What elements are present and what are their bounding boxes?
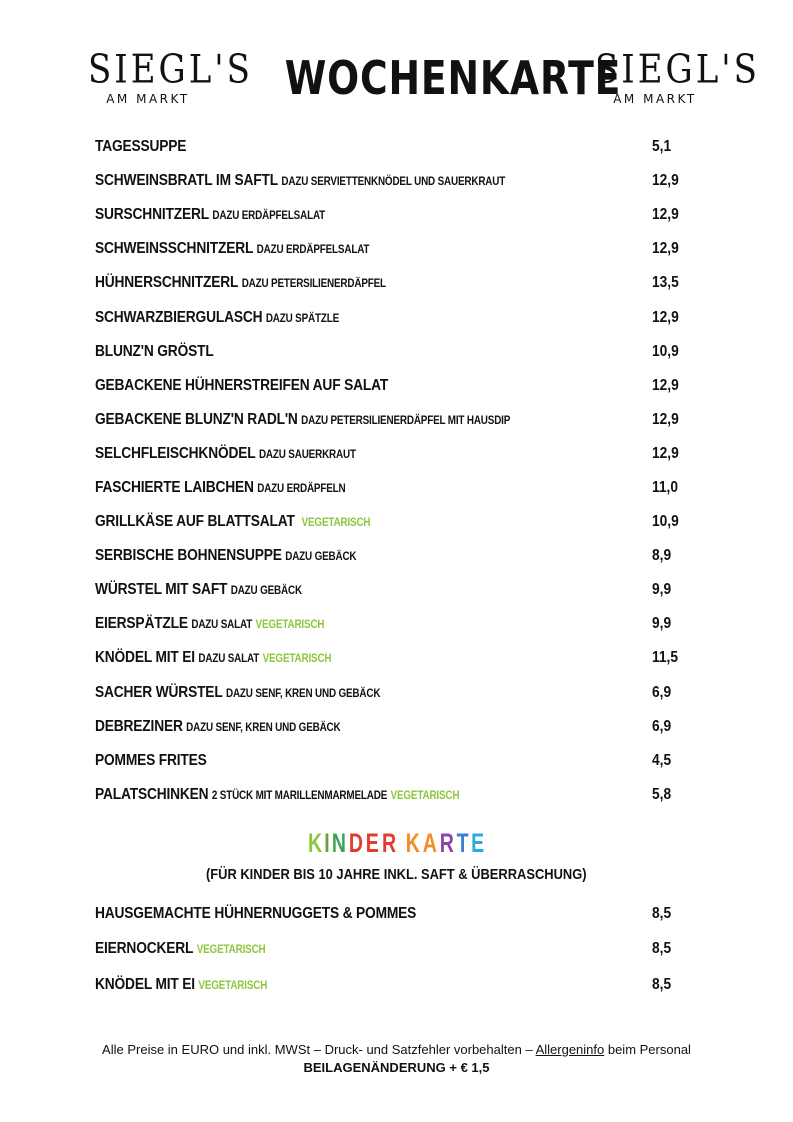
dish-price: 9,9 bbox=[652, 581, 672, 599]
dish-price: 8,9 bbox=[652, 547, 672, 565]
kids-menu-subtitle bbox=[0, 866, 793, 883]
dish-name: SCHWEINSBRATL IM SAFTL bbox=[95, 172, 278, 190]
vegetarian-tag: VEGETARISCH bbox=[301, 517, 371, 530]
kids-title-letter: A bbox=[422, 828, 438, 858]
dish-name: SCHWEINSSCHNITZERL bbox=[95, 240, 254, 258]
dish-name: DEBREZINER bbox=[95, 717, 183, 735]
dish-price: 9,9 bbox=[652, 615, 672, 633]
logo-name: SIEGL'S bbox=[595, 47, 760, 93]
dish-price: 11,0 bbox=[652, 478, 679, 496]
footer-note bbox=[0, 1041, 793, 1059]
menu-item bbox=[95, 778, 695, 812]
dish-name: GEBACKENE HÜHNERSTREIFEN AUF SALAT bbox=[95, 376, 389, 394]
menu-item bbox=[95, 266, 695, 300]
dish-description: DAZU SENF, KREN UND GEBÄCK bbox=[186, 721, 341, 734]
dish-price: 11,5 bbox=[652, 649, 679, 667]
dish-name: GRILLKÄSE AUF BLATTSALAT bbox=[95, 513, 295, 531]
footer-text-b: beim Personal bbox=[604, 1042, 691, 1057]
page-title: WOCHENKARTE bbox=[284, 51, 622, 105]
dish-name: GEBACKENE BLUNZ'N RADL'N bbox=[95, 410, 298, 428]
menu-item bbox=[95, 300, 695, 334]
dish-price: 5,8 bbox=[652, 785, 672, 803]
dish-description: DAZU SALAT bbox=[191, 619, 253, 632]
dish-description: DAZU ERDÄPFELSALAT bbox=[256, 244, 370, 257]
dish-description: 2 STÜCK MIT MARILLENMARMELADE bbox=[211, 789, 388, 802]
kids-title-letter: E bbox=[471, 828, 485, 858]
dish-description: DAZU SPÄTZLE bbox=[265, 312, 340, 325]
footer-text-a: Alle Preise in EURO und inkl. MWSt – Druck- und Satzfehler vorbehalten – bbox=[102, 1042, 536, 1057]
dish-name: SACHER WÜRSTEL bbox=[95, 683, 223, 701]
dish-name: KNÖDEL MIT EI bbox=[95, 975, 195, 993]
vegetarian-tag: VEGETARISCH bbox=[255, 619, 325, 632]
logo-name: SIEGL'S bbox=[88, 47, 253, 93]
allergen-info-link[interactable]: Allergeninfo bbox=[535, 1042, 605, 1057]
dish-price: 4,5 bbox=[652, 751, 672, 769]
dish-description: DAZU SERVIETTENKNÖDEL UND SAUERKRAUT bbox=[281, 176, 506, 189]
dish-price: 8,5 bbox=[652, 940, 672, 958]
dish-name: WÜRSTEL MIT SAFT bbox=[95, 581, 228, 599]
dish-price: 12,9 bbox=[652, 308, 679, 326]
dish-name: POMMES FRITES bbox=[95, 751, 207, 769]
dish-name: FASCHIERTE LAIBCHEN bbox=[95, 478, 254, 496]
dish-name: TAGESSUPPE bbox=[95, 138, 187, 156]
vegetarian-tag: VEGETARISCH bbox=[198, 979, 268, 992]
dish-name: HÜHNERSCHNITZERL bbox=[95, 274, 239, 292]
dish-price: 12,9 bbox=[652, 444, 679, 462]
dish-name: SERBISCHE BOHNENSUPPE bbox=[95, 547, 282, 565]
dish-description: DAZU PETERSILIENERDÄPFEL MIT HAUSDIP bbox=[301, 414, 511, 427]
kids-title-letter: R bbox=[382, 828, 397, 858]
kids-menu-item bbox=[95, 967, 695, 1003]
vegetarian-tag: VEGETARISCH bbox=[196, 944, 266, 957]
vegetarian-tag: VEGETARISCH bbox=[262, 653, 332, 666]
logo-right bbox=[595, 47, 760, 106]
dish-price: 13,5 bbox=[652, 274, 679, 292]
dish-price: 12,9 bbox=[652, 410, 679, 428]
weekly-menu-list bbox=[95, 130, 695, 812]
logo-subtitle: AM MARKT bbox=[106, 92, 190, 106]
dish-name: BLUNZ'N GRÖSTL bbox=[95, 342, 214, 360]
menu-item bbox=[95, 471, 695, 505]
kids-menu-list bbox=[95, 896, 695, 1003]
dish-price: 12,9 bbox=[652, 172, 679, 190]
dish-description: DAZU GEBÄCK bbox=[230, 585, 302, 598]
dish-name: KNÖDEL MIT EI bbox=[95, 649, 195, 667]
dish-price: 10,9 bbox=[652, 513, 679, 531]
kids-menu-item bbox=[95, 932, 695, 968]
menu-item bbox=[95, 164, 695, 198]
menu-item bbox=[95, 641, 695, 675]
kids-title-letter: N bbox=[332, 828, 347, 858]
kids-title-letter: D bbox=[349, 828, 364, 858]
menu-item bbox=[95, 710, 695, 744]
menu-item bbox=[95, 335, 695, 369]
menu-item bbox=[95, 539, 695, 573]
kids-title-letter: E bbox=[366, 828, 380, 858]
dish-name: PALATSCHINKEN bbox=[95, 785, 209, 803]
dish-price: 8,5 bbox=[652, 904, 672, 922]
kids-title-letter: R bbox=[439, 828, 455, 858]
menu-item bbox=[95, 505, 695, 539]
footer bbox=[0, 1041, 793, 1077]
dish-price: 6,9 bbox=[652, 717, 672, 735]
menu-item bbox=[95, 232, 695, 266]
menu-item bbox=[95, 369, 695, 403]
kids-title-letter: T bbox=[456, 828, 469, 858]
dish-name: SELCHFLEISCHKNÖDEL bbox=[95, 444, 256, 462]
dish-description: DAZU GEBÄCK bbox=[285, 551, 357, 564]
menu-item bbox=[95, 403, 695, 437]
side-change-surcharge: BEILAGENÄNDERUNG + € 1,5 bbox=[303, 1060, 490, 1075]
kids-title-letter bbox=[398, 828, 404, 859]
kids-menu-title bbox=[0, 828, 793, 859]
dish-price: 12,9 bbox=[652, 206, 679, 224]
dish-description: DAZU SENF, KREN UND GEBÄCK bbox=[225, 687, 381, 700]
dish-price: 6,9 bbox=[652, 683, 672, 701]
dish-name: EIERNOCKERL bbox=[95, 940, 194, 958]
menu-item bbox=[95, 607, 695, 641]
dish-name: EIERSPÄTZLE bbox=[95, 615, 188, 633]
dish-price: 12,9 bbox=[652, 240, 679, 258]
dish-description: DAZU SALAT bbox=[198, 653, 260, 666]
logo-left bbox=[88, 47, 253, 106]
menu-item bbox=[95, 676, 695, 710]
kids-title-letter: K bbox=[405, 828, 421, 858]
logo-subtitle: AM MARKT bbox=[613, 92, 697, 106]
kids-title-letter: I bbox=[324, 828, 331, 858]
dish-price: 10,9 bbox=[652, 342, 679, 360]
dish-price: 5,1 bbox=[652, 138, 672, 156]
dish-description: DAZU ERDÄPFELSALAT bbox=[212, 210, 326, 223]
dish-name: HAUSGEMACHTE HÜHNERNUGGETS & POMMES bbox=[95, 904, 417, 922]
menu-header bbox=[0, 44, 793, 124]
dish-name: SCHWARZBIERGULASCH bbox=[95, 308, 263, 326]
kids-subtitle-text: (FÜR KINDER BIS 10 JAHRE INKL. SAFT & ÜBERRASCHUNG) bbox=[206, 866, 587, 883]
dish-name: SURSCHNITZERL bbox=[95, 206, 209, 224]
kids-title-letter: K bbox=[308, 828, 323, 858]
dish-description: DAZU PETERSILIENERDÄPFEL bbox=[241, 278, 386, 291]
menu-item bbox=[95, 198, 695, 232]
dish-description: DAZU SAUERKRAUT bbox=[258, 448, 356, 461]
kids-title-letters bbox=[307, 828, 486, 859]
dish-description: DAZU ERDÄPFELN bbox=[257, 482, 346, 495]
dish-price: 12,9 bbox=[652, 376, 679, 394]
menu-item bbox=[95, 744, 695, 778]
kids-menu-item bbox=[95, 896, 695, 932]
menu-item bbox=[95, 130, 695, 164]
menu-item bbox=[95, 437, 695, 471]
menu-item bbox=[95, 573, 695, 607]
dish-price: 8,5 bbox=[652, 975, 672, 993]
vegetarian-tag: VEGETARISCH bbox=[390, 789, 460, 802]
